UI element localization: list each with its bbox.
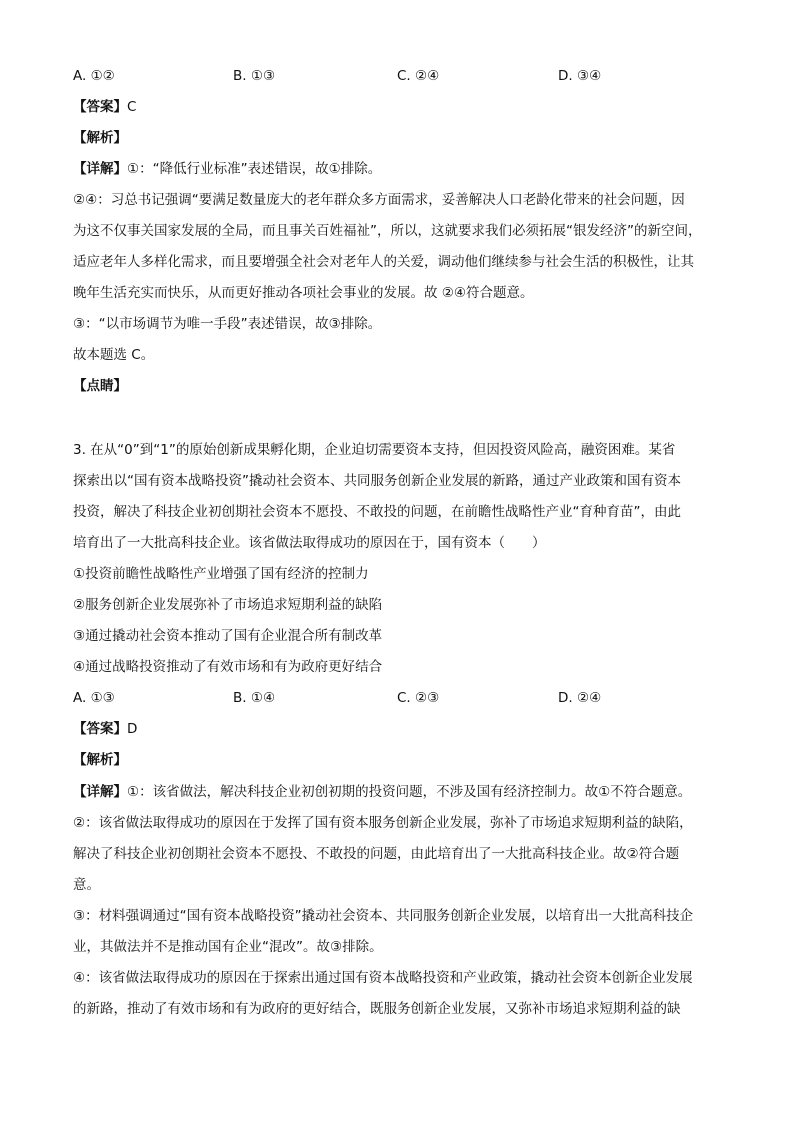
analysis-tag: 【解析】	[73, 752, 127, 768]
question-stem: 3. 在从“0”到“1”的原始创新成果孵化期，企业迫切需要资本支持，但因投资风险高，融资困难。某省	[73, 442, 676, 458]
answer-line	[73, 97, 136, 117]
detail-tag: 【详解】	[73, 784, 127, 800]
analysis-line: 业，其做法并不是推动国有企业“混改”。故③排除。	[73, 939, 383, 955]
question-stem: 探索出以“国有资本战略投资”撬动社会资本、共同服务创新企业发展的新路，通过产业政策和国有资本	[73, 473, 681, 489]
conclusion-line: 故本题选 C。	[73, 347, 155, 363]
statement-1: ①投资前瞻性战略性产业增强了国有经济的控制力	[73, 566, 369, 582]
option-b: B. ①③	[233, 68, 276, 84]
statement-2: ②服务创新企业发展弥补了市场追求短期利益的缺陷	[73, 597, 383, 613]
detail-line	[73, 782, 691, 802]
statement-3: ③通过撬动社会资本推动了国有企业混合所有制改革	[73, 628, 383, 644]
option-a: A. ①②	[73, 68, 115, 84]
option-d: D. ②④	[558, 690, 602, 706]
analysis-line: 的新路，推动了有效市场和有为政府的更好结合，既服务创新企业发展，又弥补市场追求短期利益的缺	[73, 1001, 681, 1017]
detail-text: ①：该省做法，解决科技企业初创初期的投资问题，不涉及国有经济控制力。故①不符合题意。	[127, 784, 692, 800]
answer-value: D	[127, 721, 138, 737]
analysis-line: 晚年生活充实而快乐，从而更好推动各项社会事业的发展。故 ②④符合题意。	[73, 285, 534, 301]
analysis-line: ②：该省做法取得成功的原因在于发挥了国有资本服务创新企业发展，弥补了市场追求短期利益的缺陷，	[73, 815, 693, 831]
answer-tag: 【答案】	[73, 721, 127, 737]
analysis-tag: 【解析】	[73, 130, 127, 146]
statement-4: ④通过战略投资推动了有效市场和有为政府更好结合	[73, 659, 383, 675]
analysis-line: ②④：习总书记强调“要满足数量庞大的老年群众多方面需求，妥善解决人口老龄化带来的社会问题，因	[73, 192, 685, 208]
detail-tag: 【详解】	[73, 161, 127, 177]
analysis-line: 意。	[73, 877, 100, 893]
analysis-line: ③：“以市场调节为唯一手段”表述错误，故③排除。	[73, 316, 382, 332]
answer-tag: 【答案】	[73, 99, 127, 115]
analysis-line: ④：该省做法取得成功的原因在于探索出通过国有资本战略投资和产业政策，撬动社会资本创新企业发展	[73, 970, 693, 986]
option-c: C. ②③	[397, 690, 440, 706]
comment-tag: 【点睛】	[73, 378, 127, 394]
answer-value: C	[127, 99, 137, 115]
answer-line	[73, 719, 137, 739]
question-stem: 投资，解决了科技企业初创期社会资本不愿投、不敢投的问题，在前瞻性战略性产业“育种育苗”，由此	[73, 504, 681, 520]
option-b: B. ①④	[233, 690, 276, 706]
detail-text: ①：“降低行业标准”表述错误，故①排除。	[127, 161, 382, 177]
option-c: C. ②④	[397, 68, 440, 84]
option-a: A. ①③	[73, 690, 115, 706]
detail-line	[73, 159, 381, 179]
analysis-line: 为这不仅事关国家发展的全局，而且事关百姓福祉”，所以，这就要求我们必须拓展“银发经济”的新空间，	[73, 223, 702, 239]
option-d: D. ③④	[558, 68, 602, 84]
analysis-line: 适应老年人多样化需求，而且要增强全社会对老年人的关爱，调动他们继续参与社会生活的积极性，让其	[73, 254, 694, 270]
question-stem: 培育出了一大批高科技企业。该省做法取得成功的原因在于，国有资本（ ）	[73, 535, 546, 551]
analysis-line: ③：材料强调通过“国有资本战略投资”撬动社会资本、共同服务创新企业发展，以培育出一大批高科技企	[73, 908, 694, 924]
analysis-line: 解决了科技企业初创期社会资本不愿投、不敢投的问题，由此培育出了一大批高科技企业。故②符合题	[73, 846, 680, 862]
